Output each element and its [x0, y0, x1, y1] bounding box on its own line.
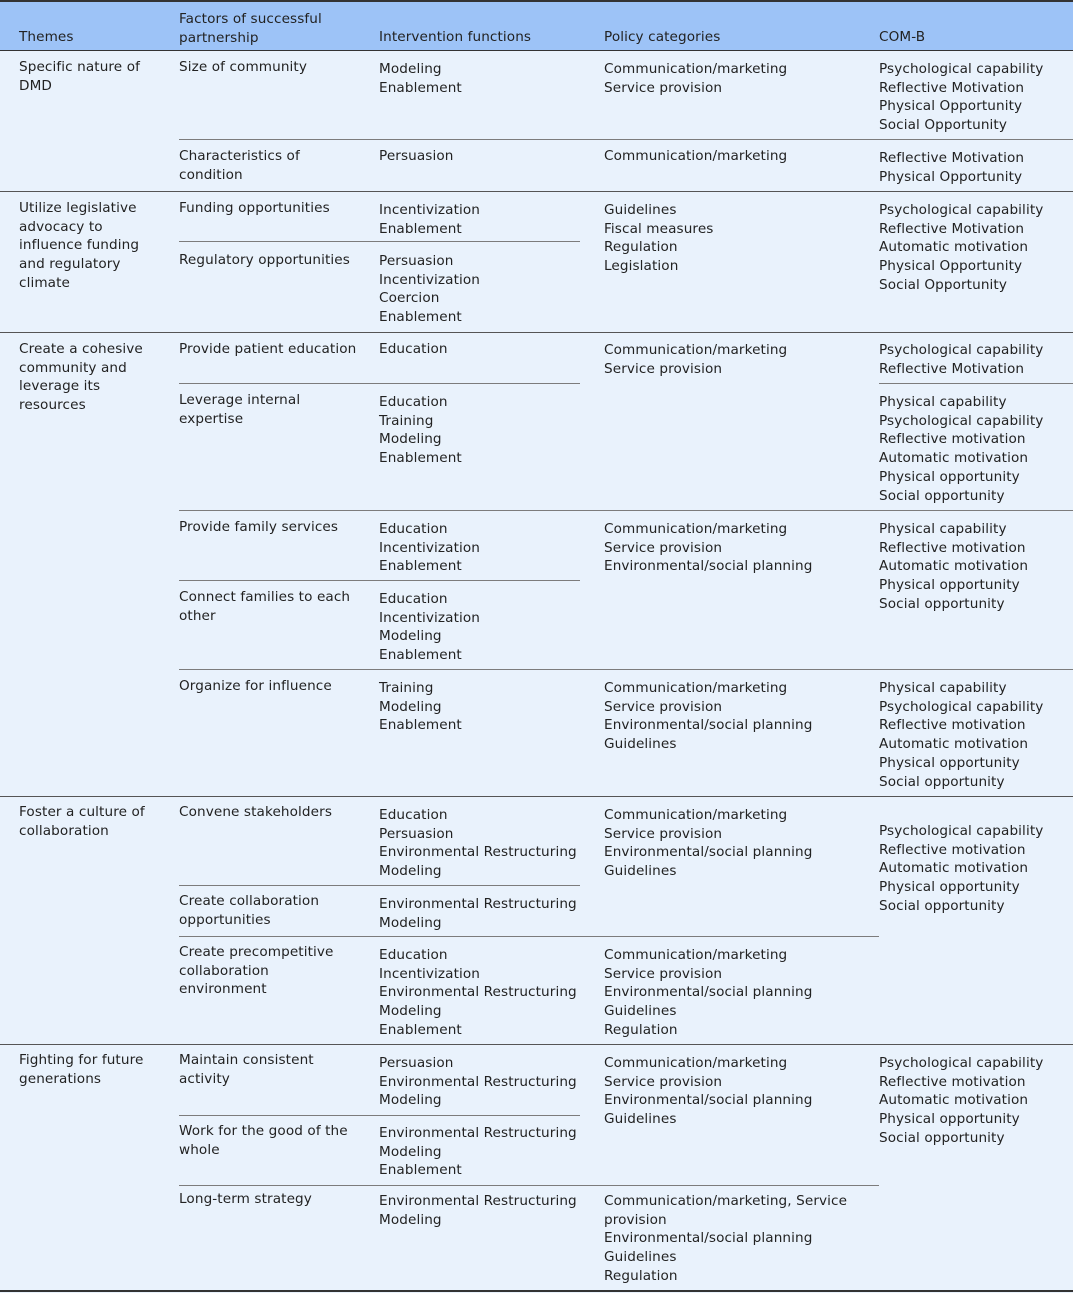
comb-cell: Reflective Motivation Physical Opportunity	[879, 150, 1025, 185]
factor-cell: Organize for influence	[179, 678, 332, 694]
intervention-cell: Environmental Restructuring Modeling Enablement	[379, 1125, 577, 1179]
comb-cell: Physical capability Psychological capability Reflective motivation Automatic motivation Physical opportunity Social opportunity	[879, 394, 1044, 504]
intervention-cell: Training Modeling Enablement	[379, 680, 462, 734]
header-rule	[0, 50, 1073, 51]
row-rule	[179, 936, 879, 937]
policy-cell: Communication/marketing Service provision Environmental/social planning Guidelines	[604, 1055, 813, 1128]
header-factors: Factors of successful partnership	[179, 11, 322, 46]
comb-cell: Psychological capability Reflective motivation Automatic motivation Physical opportunity Social opportunity	[879, 1055, 1044, 1146]
factor-cell: Provide patient education	[179, 341, 357, 357]
intervention-cell: Education Persuasion Environmental Restructuring Modeling	[379, 807, 577, 880]
intervention-cell: Education Incentivization Modeling Enablement	[379, 591, 481, 664]
comb-cell: Physical capability Psychological capability Reflective motivation Automatic motivation Physical opportunity Social opportunity	[879, 680, 1044, 790]
row-rule	[179, 241, 580, 242]
intervention-cell: Persuasion Incentivization Coercion Enablement	[379, 253, 481, 326]
row-rule	[179, 1185, 879, 1186]
factor-cell: Funding opportunities	[179, 200, 330, 216]
theme-rule	[0, 1044, 1073, 1045]
header-policy-categories: Policy categories	[604, 29, 721, 45]
factor-cell: Leverage internal expertise	[179, 392, 301, 427]
policy-cell: Communication/marketing Service provision Environmental/social planning	[604, 521, 813, 575]
policy-cell: Communication/marketing Service provision Environmental/social planning Guidelines Regulation	[604, 947, 813, 1038]
policy-cell: Communication/marketing, Service provision Environmental/social planning Guidelines Regulation	[604, 1193, 848, 1284]
intervention-cell: Persuasion	[379, 148, 454, 164]
factor-cell: Regulatory opportunities	[179, 252, 350, 268]
factor-cell: Characteristics of condition	[179, 148, 300, 183]
intervention-cell: Persuasion Environmental Restructuring Modeling	[379, 1055, 577, 1109]
factor-cell: Create collaboration opportunities	[179, 893, 320, 928]
factor-cell: Maintain consistent activity	[179, 1052, 314, 1087]
comb-cell: Psychological capability Reflective Motivation	[879, 342, 1044, 377]
intervention-cell: Environmental Restructuring Modeling	[379, 1193, 577, 1228]
row-rule	[179, 510, 1073, 511]
row-rule	[179, 1115, 580, 1116]
intervention-cell: Modeling Enablement	[379, 61, 462, 96]
factor-cell: Provide family services	[179, 519, 339, 535]
comb-cell: Physical capability Reflective motivation Automatic motivation Physical opportunity Social opportunity	[879, 521, 1029, 612]
policy-cell: Communication/marketing Service provision	[604, 342, 788, 377]
policy-cell: Communication/marketing Service provision Environmental/social planning Guidelines	[604, 807, 813, 880]
theme-rule	[0, 191, 1073, 192]
comb-cell: Psychological capability Reflective Motivation Physical Opportunity Social Opportunity	[879, 61, 1044, 134]
theme-cell: Utilize legislative advocacy to influence funding and regulatory climate	[19, 200, 140, 291]
theme-cell: Foster a culture of collaboration	[19, 804, 145, 839]
intervention-cell: Education	[379, 341, 448, 357]
factor-cell: Connect families to each other	[179, 589, 351, 624]
policy-cell: Communication/marketing Service provision Environmental/social planning Guidelines	[604, 680, 813, 753]
intervention-cell: Incentivization Enablement	[379, 202, 481, 237]
factor-cell: Long-term strategy	[179, 1191, 312, 1207]
intervention-cell: Education Training Modeling Enablement	[379, 394, 462, 467]
header-com-b: COM-B	[879, 29, 926, 45]
intervention-cell: Education Incentivization Environmental Restructuring Modeling Enablement	[379, 947, 577, 1038]
theme-cell: Fighting for future generations	[19, 1052, 144, 1087]
comb-cell: Psychological capability Reflective motivation Automatic motivation Physical opportunity Social opportunity	[879, 823, 1044, 914]
row-rule	[179, 139, 1073, 140]
row-rule	[179, 580, 580, 581]
theme-cell: Specific nature of DMD	[19, 59, 140, 94]
theme-cell: Create a cohesive community and leverage its resources	[19, 341, 143, 414]
factor-cell: Work for the good of the whole	[179, 1123, 348, 1158]
row-rule	[879, 383, 1073, 384]
intervention-cell: Environmental Restructuring Modeling	[379, 896, 577, 931]
table-bottom-rule	[0, 1290, 1073, 1292]
theme-rule	[0, 796, 1073, 797]
row-rule	[179, 669, 1073, 670]
factor-cell: Create precompetitive collaboration environment	[179, 944, 334, 998]
table-top-rule	[0, 0, 1073, 2]
intervention-cell: Education Incentivization Enablement	[379, 521, 481, 575]
policy-cell: Communication/marketing	[604, 148, 788, 164]
header-themes: Themes	[19, 29, 74, 45]
row-rule	[179, 885, 580, 886]
policy-cell: Guidelines Fiscal measures Regulation Legislation	[604, 202, 714, 275]
row-rule	[179, 383, 580, 384]
factor-cell: Convene stakeholders	[179, 804, 332, 820]
header-intervention-functions: Intervention functions	[379, 29, 532, 45]
policy-cell: Communication/marketing Service provision	[604, 61, 788, 96]
factor-cell: Size of community	[179, 59, 308, 75]
theme-rule	[0, 332, 1073, 333]
comb-cell: Psychological capability Reflective Motivation Automatic motivation Physical Opportunity Social Opportunity	[879, 202, 1044, 293]
